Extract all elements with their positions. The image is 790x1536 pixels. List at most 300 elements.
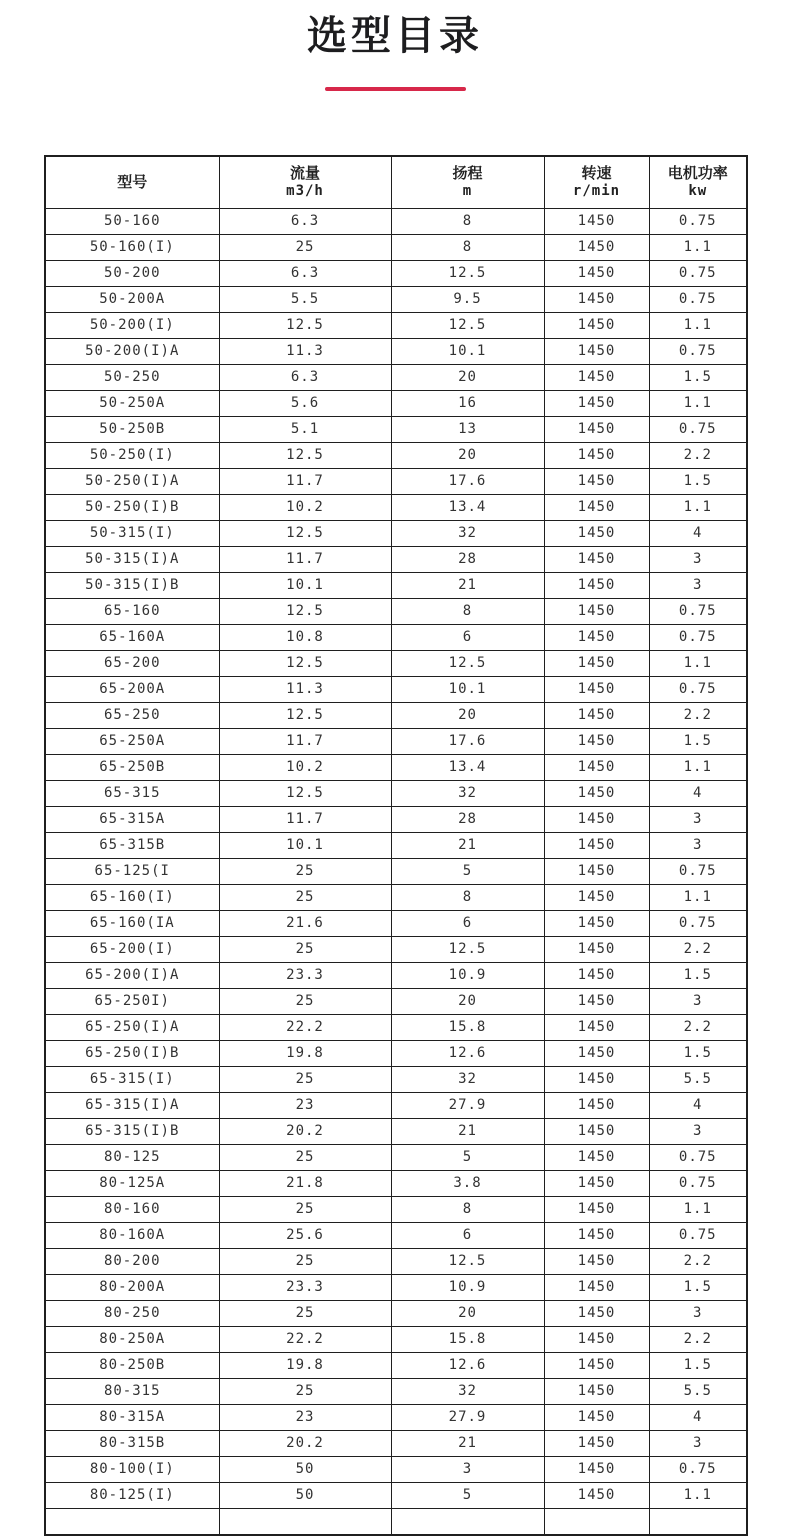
cell-model: 80-200 (45, 1248, 219, 1274)
cell-flow: 11.7 (219, 728, 391, 754)
table-row (45, 364, 747, 390)
cell-speed: 1450 (544, 832, 649, 858)
cell-model: 65-250I) (45, 988, 219, 1014)
cell-flow: 10.1 (219, 832, 391, 858)
table-row (45, 780, 747, 806)
table-row (45, 572, 747, 598)
cell-model: 65-250 (45, 702, 219, 728)
cell-head: 20 (391, 988, 544, 1014)
cell-head: 12.5 (391, 650, 544, 676)
table-row (45, 1196, 747, 1222)
cell-flow: 12.5 (219, 650, 391, 676)
cell-model: 80-160 (45, 1196, 219, 1222)
cell-model: 50-200 (45, 260, 219, 286)
cell-power: 1.1 (649, 650, 747, 676)
table-row (45, 1144, 747, 1170)
selection-table-wrap (44, 155, 746, 1536)
cell-flow: 10.8 (219, 624, 391, 650)
cell-flow: 12.5 (219, 442, 391, 468)
cell-head: 5 (391, 1144, 544, 1170)
col-header-unit: m (462, 183, 473, 200)
cell-head: 10.9 (391, 962, 544, 988)
table-row (45, 208, 747, 234)
cell-flow: 25 (219, 1196, 391, 1222)
cell-head: 6 (391, 1222, 544, 1248)
selection-table (44, 155, 748, 1536)
table-row (45, 754, 747, 780)
cell-model: 80-125 (45, 1144, 219, 1170)
cell-model: 80-250 (45, 1300, 219, 1326)
cell-speed: 1450 (544, 754, 649, 780)
cell-speed: 1450 (544, 936, 649, 962)
cell-flow: 50 (219, 1482, 391, 1508)
cell-head: 27.9 (391, 1404, 544, 1430)
cell-flow: 25 (219, 884, 391, 910)
cell-power: 1.1 (649, 234, 747, 260)
cell-power: 0.75 (649, 676, 747, 702)
cell-power: 0.75 (649, 416, 747, 442)
cell-flow: 12.5 (219, 312, 391, 338)
cell-head: 10.1 (391, 676, 544, 702)
cell-head: 8 (391, 208, 544, 234)
cell-power: 1.5 (649, 1352, 747, 1378)
cell-power: 1.1 (649, 312, 747, 338)
cell-head: 17.6 (391, 468, 544, 494)
cell-power: 3 (649, 832, 747, 858)
col-header-speed (544, 156, 649, 209)
cell-power: 5.5 (649, 1066, 747, 1092)
cell-speed: 1450 (544, 1040, 649, 1066)
cell-power: 4 (649, 1092, 747, 1118)
cell-flow: 11.3 (219, 676, 391, 702)
cell-model: 65-250A (45, 728, 219, 754)
cell-speed: 1450 (544, 442, 649, 468)
cell-power: 0.75 (649, 858, 747, 884)
cell-speed: 1450 (544, 676, 649, 702)
cell-flow: 25 (219, 1144, 391, 1170)
table-row (45, 390, 747, 416)
cell-model: 80-100(I) (45, 1456, 219, 1482)
cell-flow: 25 (219, 1248, 391, 1274)
cell-flow: 23 (219, 1092, 391, 1118)
cell-empty (391, 1508, 544, 1535)
cell-empty (649, 1508, 747, 1535)
cell-model: 80-250A (45, 1326, 219, 1352)
table-row-partial (45, 1508, 747, 1535)
cell-head: 17.6 (391, 728, 544, 754)
cell-flow: 10.2 (219, 754, 391, 780)
cell-flow: 20.2 (219, 1118, 391, 1144)
cell-flow: 25 (219, 234, 391, 260)
cell-speed: 1450 (544, 1144, 649, 1170)
cell-speed: 1450 (544, 416, 649, 442)
cell-model: 65-200(I)A (45, 962, 219, 988)
cell-flow: 10.1 (219, 572, 391, 598)
cell-model: 50-315(I)A (45, 546, 219, 572)
cell-power: 0.75 (649, 208, 747, 234)
table-row (45, 1274, 747, 1300)
table-row (45, 1326, 747, 1352)
cell-flow: 22.2 (219, 1014, 391, 1040)
cell-model: 65-200 (45, 650, 219, 676)
cell-power: 0.75 (649, 624, 747, 650)
cell-flow: 22.2 (219, 1326, 391, 1352)
table-row (45, 260, 747, 286)
cell-power: 1.5 (649, 468, 747, 494)
cell-power: 1.5 (649, 364, 747, 390)
table-row (45, 338, 747, 364)
table-row (45, 1456, 747, 1482)
table-row (45, 1352, 747, 1378)
table-row (45, 312, 747, 338)
cell-flow: 23 (219, 1404, 391, 1430)
cell-speed: 1450 (544, 884, 649, 910)
cell-model: 50-250(I)A (45, 468, 219, 494)
cell-head: 12.5 (391, 1248, 544, 1274)
cell-head: 12.5 (391, 260, 544, 286)
col-header-label: 型号 (117, 172, 148, 191)
cell-empty (219, 1508, 391, 1535)
cell-power: 0.75 (649, 598, 747, 624)
cell-flow: 11.7 (219, 468, 391, 494)
cell-model: 80-125(I) (45, 1482, 219, 1508)
table-row (45, 1040, 747, 1066)
table-row (45, 598, 747, 624)
cell-model: 65-315 (45, 780, 219, 806)
cell-flow: 25.6 (219, 1222, 391, 1248)
cell-speed: 1450 (544, 286, 649, 312)
cell-head: 15.8 (391, 1014, 544, 1040)
cell-power: 2.2 (649, 702, 747, 728)
cell-model: 65-160 (45, 598, 219, 624)
col-header-label: 电机功率 (667, 164, 728, 183)
table-row (45, 728, 747, 754)
cell-model: 80-315 (45, 1378, 219, 1404)
table-row (45, 936, 747, 962)
page-title: 选型目录 (307, 13, 483, 59)
cell-model: 80-315A (45, 1404, 219, 1430)
col-header-model (45, 156, 219, 209)
cell-speed: 1450 (544, 338, 649, 364)
table-row (45, 442, 747, 468)
cell-flow: 12.5 (219, 780, 391, 806)
table-body (45, 208, 747, 1535)
col-header-head (391, 156, 544, 209)
cell-speed: 1450 (544, 1196, 649, 1222)
table-row (45, 1482, 747, 1508)
cell-power: 0.75 (649, 338, 747, 364)
cell-head: 15.8 (391, 1326, 544, 1352)
cell-power: 3 (649, 1430, 747, 1456)
cell-empty (544, 1508, 649, 1535)
table-row (45, 702, 747, 728)
cell-power: 4 (649, 1404, 747, 1430)
cell-power: 1.1 (649, 754, 747, 780)
cell-flow: 5.5 (219, 286, 391, 312)
table-row (45, 1430, 747, 1456)
cell-head: 16 (391, 390, 544, 416)
cell-head: 13.4 (391, 494, 544, 520)
cell-flow: 11.7 (219, 806, 391, 832)
cell-speed: 1450 (544, 494, 649, 520)
cell-head: 12.5 (391, 312, 544, 338)
cell-model: 50-250B (45, 416, 219, 442)
cell-speed: 1450 (544, 962, 649, 988)
cell-speed: 1450 (544, 208, 649, 234)
table-row (45, 1118, 747, 1144)
table-row (45, 884, 747, 910)
cell-flow: 6.3 (219, 208, 391, 234)
cell-head: 20 (391, 702, 544, 728)
cell-flow: 6.3 (219, 260, 391, 286)
cell-head: 8 (391, 598, 544, 624)
cell-power: 1.5 (649, 728, 747, 754)
cell-power: 0.75 (649, 286, 747, 312)
cell-model: 65-315A (45, 806, 219, 832)
cell-speed: 1450 (544, 234, 649, 260)
col-header-label: 转速 (581, 164, 612, 183)
table-row (45, 806, 747, 832)
cell-model: 50-200(I) (45, 312, 219, 338)
cell-power: 2.2 (649, 1248, 747, 1274)
cell-speed: 1450 (544, 468, 649, 494)
table-row (45, 624, 747, 650)
table-row (45, 1170, 747, 1196)
cell-speed: 1450 (544, 312, 649, 338)
cell-flow: 20.2 (219, 1430, 391, 1456)
cell-power: 1.5 (649, 1040, 747, 1066)
cell-head: 13.4 (391, 754, 544, 780)
cell-power: 4 (649, 780, 747, 806)
table-row (45, 234, 747, 260)
cell-flow: 12.5 (219, 598, 391, 624)
cell-power: 3 (649, 546, 747, 572)
cell-flow: 5.6 (219, 390, 391, 416)
cell-head: 8 (391, 1196, 544, 1222)
cell-power: 0.75 (649, 1222, 747, 1248)
col-header-unit: m3/h (286, 183, 324, 200)
cell-head: 12.5 (391, 936, 544, 962)
cell-head: 12.6 (391, 1352, 544, 1378)
col-header-power (649, 156, 747, 209)
cell-speed: 1450 (544, 650, 649, 676)
cell-model: 65-200(I) (45, 936, 219, 962)
cell-head: 20 (391, 442, 544, 468)
cell-head: 9.5 (391, 286, 544, 312)
cell-power: 1.5 (649, 962, 747, 988)
cell-flow: 25 (219, 1378, 391, 1404)
table-row (45, 676, 747, 702)
cell-power: 1.1 (649, 1482, 747, 1508)
cell-model: 65-250(I)A (45, 1014, 219, 1040)
cell-model: 65-250(I)B (45, 1040, 219, 1066)
cell-flow: 6.3 (219, 364, 391, 390)
cell-head: 5 (391, 858, 544, 884)
table-row (45, 1014, 747, 1040)
cell-power: 1.5 (649, 1274, 747, 1300)
cell-speed: 1450 (544, 858, 649, 884)
cell-head: 12.6 (391, 1040, 544, 1066)
cell-speed: 1450 (544, 702, 649, 728)
cell-model: 80-250B (45, 1352, 219, 1378)
cell-model: 80-200A (45, 1274, 219, 1300)
cell-head: 28 (391, 546, 544, 572)
cell-speed: 1450 (544, 780, 649, 806)
cell-head: 21 (391, 1430, 544, 1456)
cell-model: 80-125A (45, 1170, 219, 1196)
cell-head: 6 (391, 624, 544, 650)
cell-head: 21 (391, 1118, 544, 1144)
cell-head: 27.9 (391, 1092, 544, 1118)
cell-flow: 25 (219, 858, 391, 884)
cell-head: 21 (391, 832, 544, 858)
cell-power: 3 (649, 1118, 747, 1144)
table-row (45, 910, 747, 936)
cell-power: 3 (649, 988, 747, 1014)
cell-flow: 10.2 (219, 494, 391, 520)
cell-speed: 1450 (544, 1092, 649, 1118)
cell-head: 32 (391, 520, 544, 546)
cell-model: 50-250A (45, 390, 219, 416)
cell-speed: 1450 (544, 1248, 649, 1274)
cell-model: 65-125(I (45, 858, 219, 884)
title-underline (325, 87, 466, 91)
cell-head: 8 (391, 884, 544, 910)
cell-model: 50-250 (45, 364, 219, 390)
table-row (45, 1222, 747, 1248)
cell-speed: 1450 (544, 1456, 649, 1482)
table-row (45, 832, 747, 858)
cell-power: 0.75 (649, 1456, 747, 1482)
table-row (45, 416, 747, 442)
cell-model: 65-315B (45, 832, 219, 858)
cell-head: 20 (391, 364, 544, 390)
cell-speed: 1450 (544, 624, 649, 650)
cell-speed: 1450 (544, 1378, 649, 1404)
cell-head: 8 (391, 234, 544, 260)
cell-model: 65-160(I) (45, 884, 219, 910)
cell-flow: 23.3 (219, 1274, 391, 1300)
cell-head: 10.1 (391, 338, 544, 364)
cell-speed: 1450 (544, 260, 649, 286)
cell-speed: 1450 (544, 1170, 649, 1196)
cell-speed: 1450 (544, 1066, 649, 1092)
cell-head: 20 (391, 1300, 544, 1326)
table-row (45, 468, 747, 494)
cell-model: 65-200A (45, 676, 219, 702)
cell-flow: 11.7 (219, 546, 391, 572)
col-header-label: 扬程 (452, 164, 483, 183)
cell-speed: 1450 (544, 910, 649, 936)
cell-power: 0.75 (649, 1170, 747, 1196)
cell-flow: 19.8 (219, 1352, 391, 1378)
table-row (45, 546, 747, 572)
cell-speed: 1450 (544, 546, 649, 572)
cell-head: 13 (391, 416, 544, 442)
cell-flow: 25 (219, 936, 391, 962)
cell-speed: 1450 (544, 1300, 649, 1326)
cell-flow: 25 (219, 1066, 391, 1092)
cell-speed: 1450 (544, 1274, 649, 1300)
cell-model: 50-160(I) (45, 234, 219, 260)
table-row (45, 650, 747, 676)
cell-head: 32 (391, 780, 544, 806)
cell-power: 2.2 (649, 936, 747, 962)
table-row (45, 520, 747, 546)
cell-power: 2.2 (649, 442, 747, 468)
cell-model: 50-315(I) (45, 520, 219, 546)
cell-model: 65-315(I) (45, 1066, 219, 1092)
cell-flow: 50 (219, 1456, 391, 1482)
cell-flow: 5.1 (219, 416, 391, 442)
cell-speed: 1450 (544, 728, 649, 754)
table-row (45, 1092, 747, 1118)
table-header-row (45, 156, 747, 209)
cell-power: 1.1 (649, 494, 747, 520)
cell-model: 65-315(I)A (45, 1092, 219, 1118)
cell-power: 5.5 (649, 1378, 747, 1404)
cell-head: 21 (391, 572, 544, 598)
cell-model: 65-160A (45, 624, 219, 650)
cell-head: 3 (391, 1456, 544, 1482)
cell-power: 2.2 (649, 1014, 747, 1040)
cell-power: 3 (649, 1300, 747, 1326)
cell-model: 50-250(I)B (45, 494, 219, 520)
cell-speed: 1450 (544, 598, 649, 624)
cell-model: 50-315(I)B (45, 572, 219, 598)
cell-power: 1.1 (649, 884, 747, 910)
table-row (45, 858, 747, 884)
cell-flow: 25 (219, 1300, 391, 1326)
cell-speed: 1450 (544, 1326, 649, 1352)
table-row (45, 1248, 747, 1274)
cell-speed: 1450 (544, 572, 649, 598)
table-row (45, 1378, 747, 1404)
cell-head: 5 (391, 1482, 544, 1508)
cell-speed: 1450 (544, 1482, 649, 1508)
cell-power: 1.1 (649, 390, 747, 416)
table-row (45, 962, 747, 988)
cell-flow: 25 (219, 988, 391, 1014)
cell-model: 50-200A (45, 286, 219, 312)
table-row (45, 1404, 747, 1430)
cell-speed: 1450 (544, 806, 649, 832)
cell-power: 0.75 (649, 1144, 747, 1170)
cell-speed: 1450 (544, 1430, 649, 1456)
cell-flow: 21.8 (219, 1170, 391, 1196)
cell-flow: 11.3 (219, 338, 391, 364)
cell-speed: 1450 (544, 1404, 649, 1430)
cell-flow: 12.5 (219, 702, 391, 728)
cell-head: 32 (391, 1378, 544, 1404)
col-header-label: 流量 (289, 164, 320, 183)
cell-model: 80-315B (45, 1430, 219, 1456)
cell-power: 0.75 (649, 260, 747, 286)
cell-flow: 21.6 (219, 910, 391, 936)
cell-power: 2.2 (649, 1326, 747, 1352)
cell-model: 65-250B (45, 754, 219, 780)
table-row (45, 286, 747, 312)
cell-model: 65-315(I)B (45, 1118, 219, 1144)
cell-head: 10.9 (391, 1274, 544, 1300)
cell-speed: 1450 (544, 988, 649, 1014)
cell-model: 65-160(IA (45, 910, 219, 936)
table-row (45, 988, 747, 1014)
cell-model: 50-160 (45, 208, 219, 234)
cell-model: 50-200(I)A (45, 338, 219, 364)
col-header-flow (219, 156, 391, 209)
cell-flow: 23.3 (219, 962, 391, 988)
